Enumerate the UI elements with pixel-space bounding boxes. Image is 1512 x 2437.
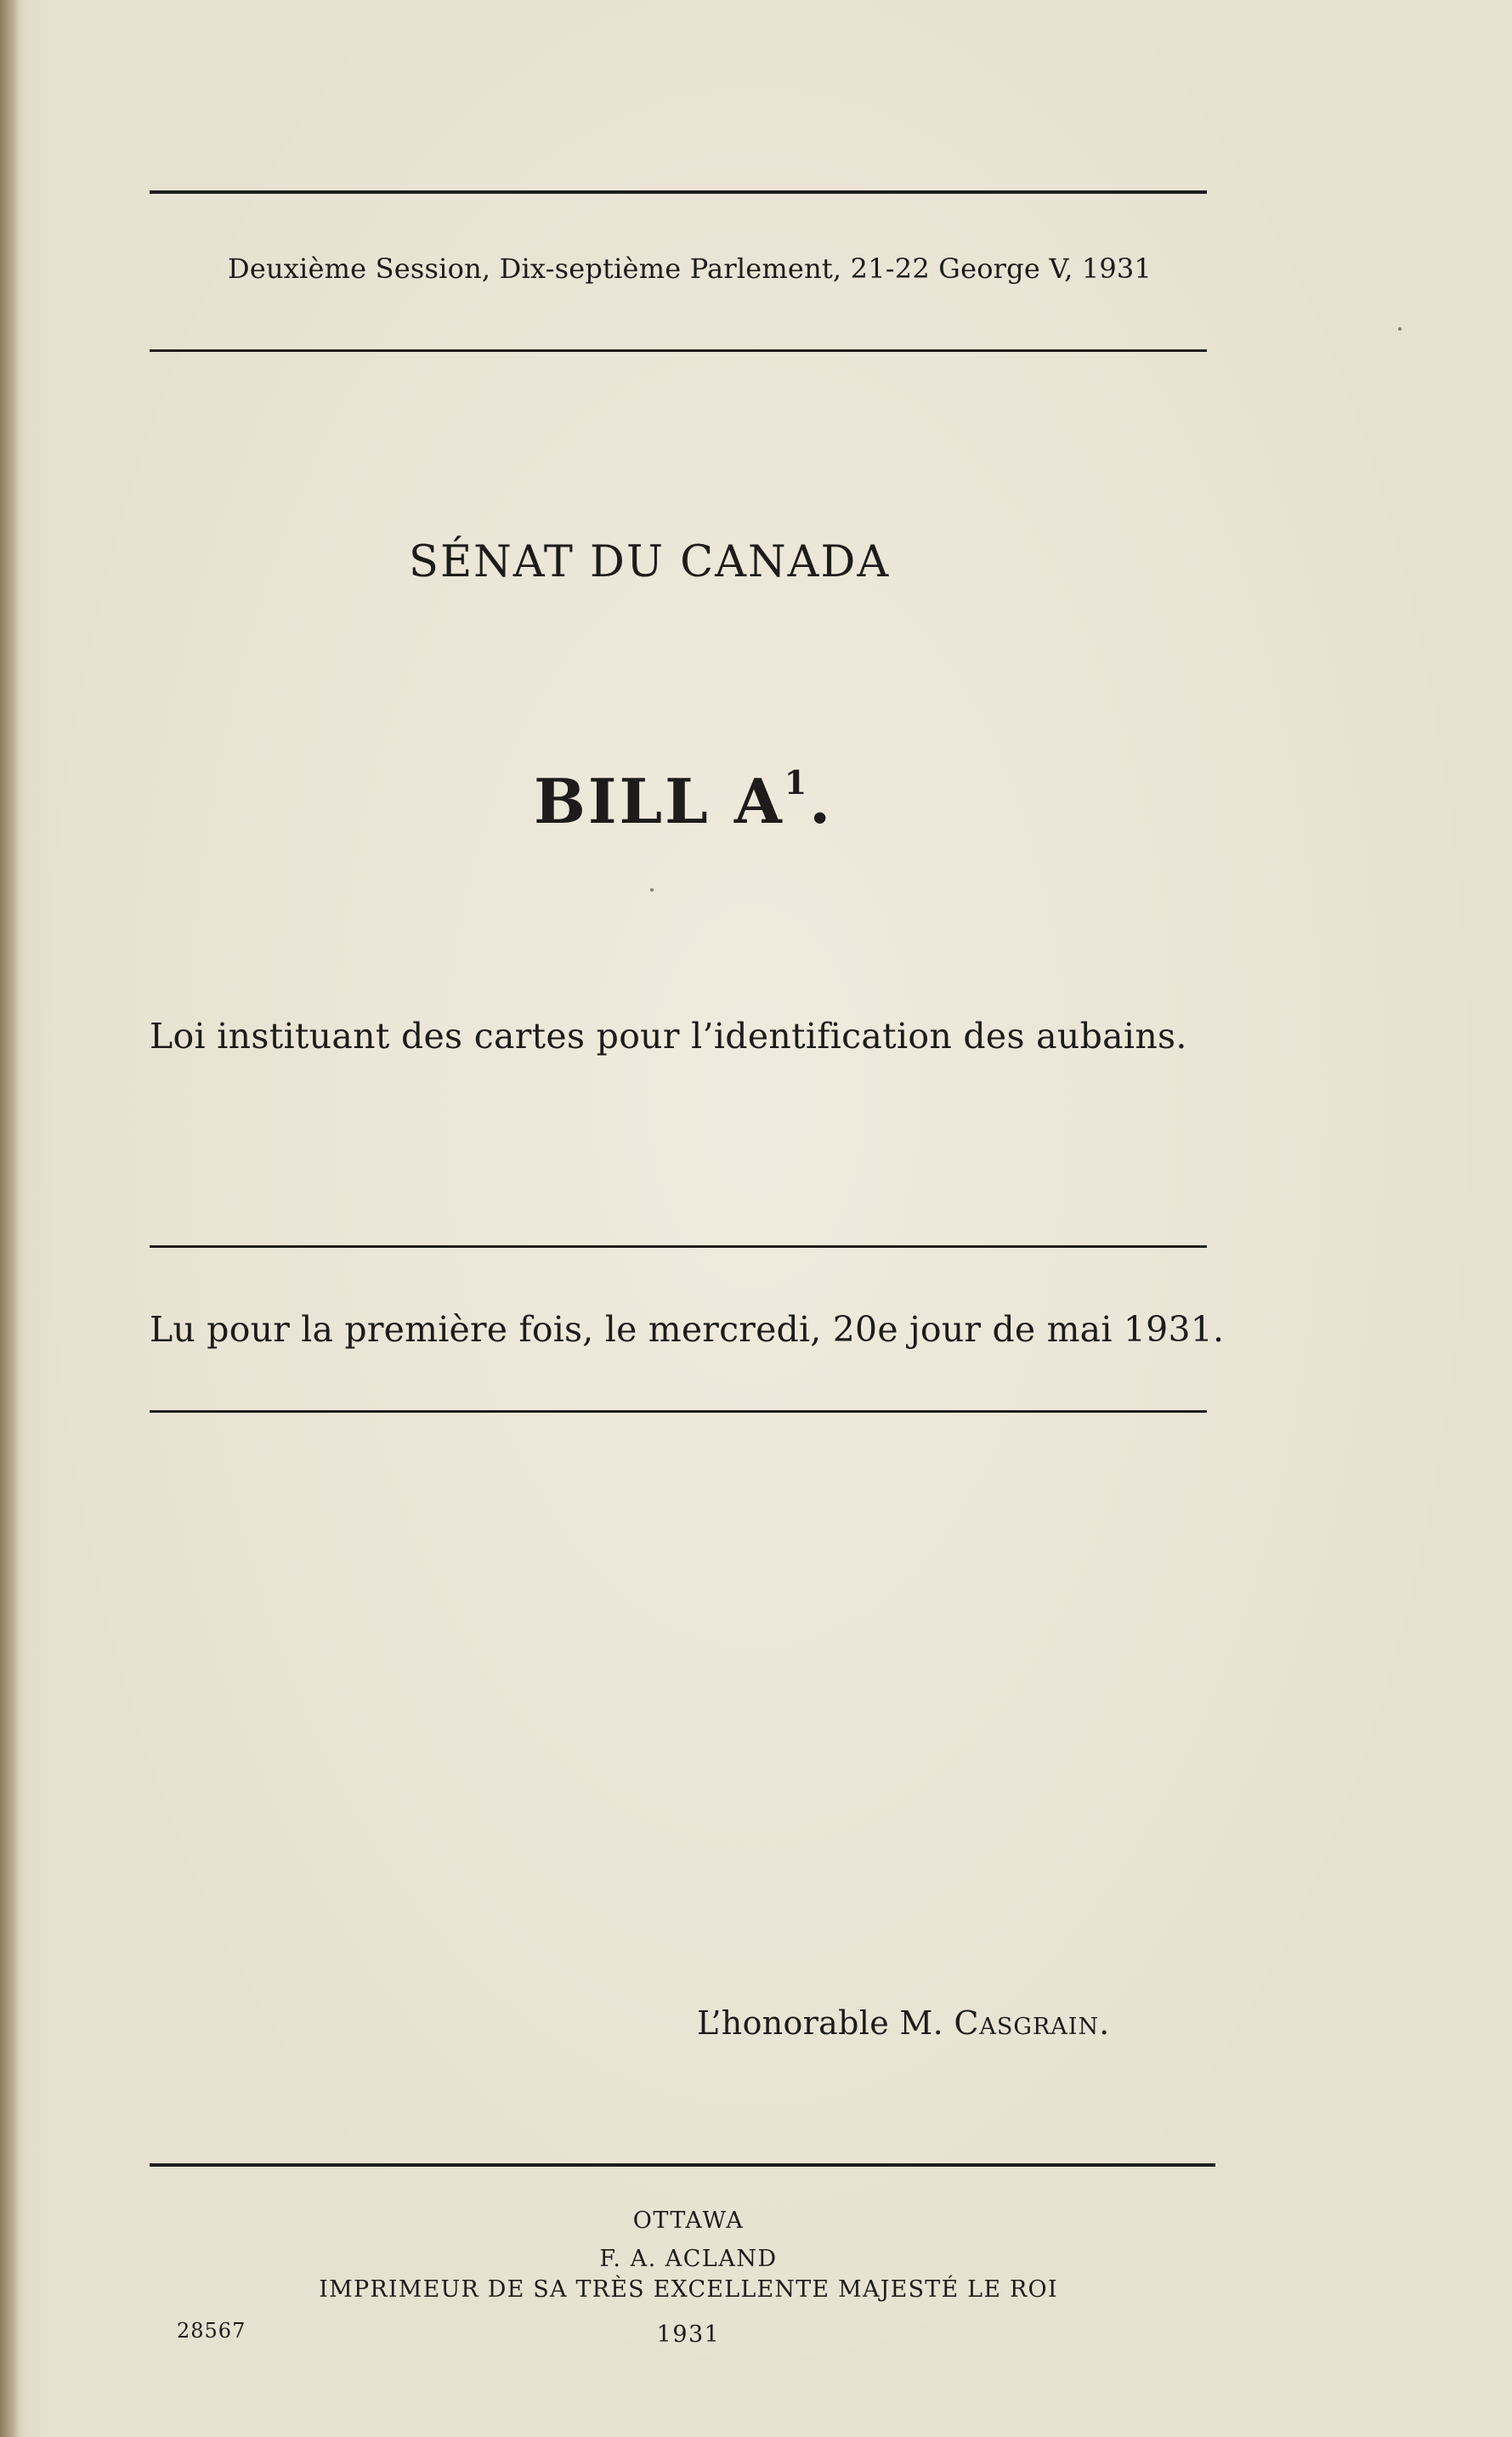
- bill-superscript: 1: [784, 763, 810, 802]
- act-title: Loi instituant des cartes pour l’identification des aubains.: [150, 1016, 1187, 1057]
- bill-label: BILL A: [534, 765, 784, 837]
- sponsor-prefix: L’honorable M.: [697, 2004, 954, 2042]
- imprint-year: 1931: [656, 2321, 721, 2348]
- reading-bottom-rule: [150, 1410, 1207, 1413]
- bill-period: .: [809, 765, 834, 837]
- bill-title: [534, 765, 833, 837]
- imprint-city: OTTAWA: [632, 2207, 745, 2234]
- senate-heading: SÉNAT DU CANADA: [409, 537, 891, 587]
- first-reading-line: Lu pour la première fois, le mercredi, 20e jour de mai 1931.: [150, 1309, 1225, 1350]
- imprint-printer-name: F. A. ACLAND: [599, 2246, 778, 2272]
- top-rule: [150, 190, 1207, 194]
- sponsor-suffix: .: [1099, 2004, 1110, 2042]
- sponsor-line: [697, 2004, 1110, 2042]
- sponsor-name: Casgrain: [954, 2004, 1100, 2042]
- imprint-rule: [150, 2163, 1215, 2167]
- document-number: 28567: [177, 2319, 246, 2343]
- speck: [1398, 327, 1402, 331]
- header-rule: [150, 349, 1207, 352]
- page-binding-edge: [0, 0, 19, 2437]
- reading-top-rule: [150, 1245, 1207, 1248]
- imprint-printer-title: IMPRIMEUR DE SA TRÈS EXCELLENTE MAJESTÉ LE ROI: [319, 2276, 1058, 2303]
- speck: [650, 888, 654, 892]
- session-line: Deuxième Session, Dix-septième Parlement, 21-22 George V, 1931: [228, 252, 1152, 285]
